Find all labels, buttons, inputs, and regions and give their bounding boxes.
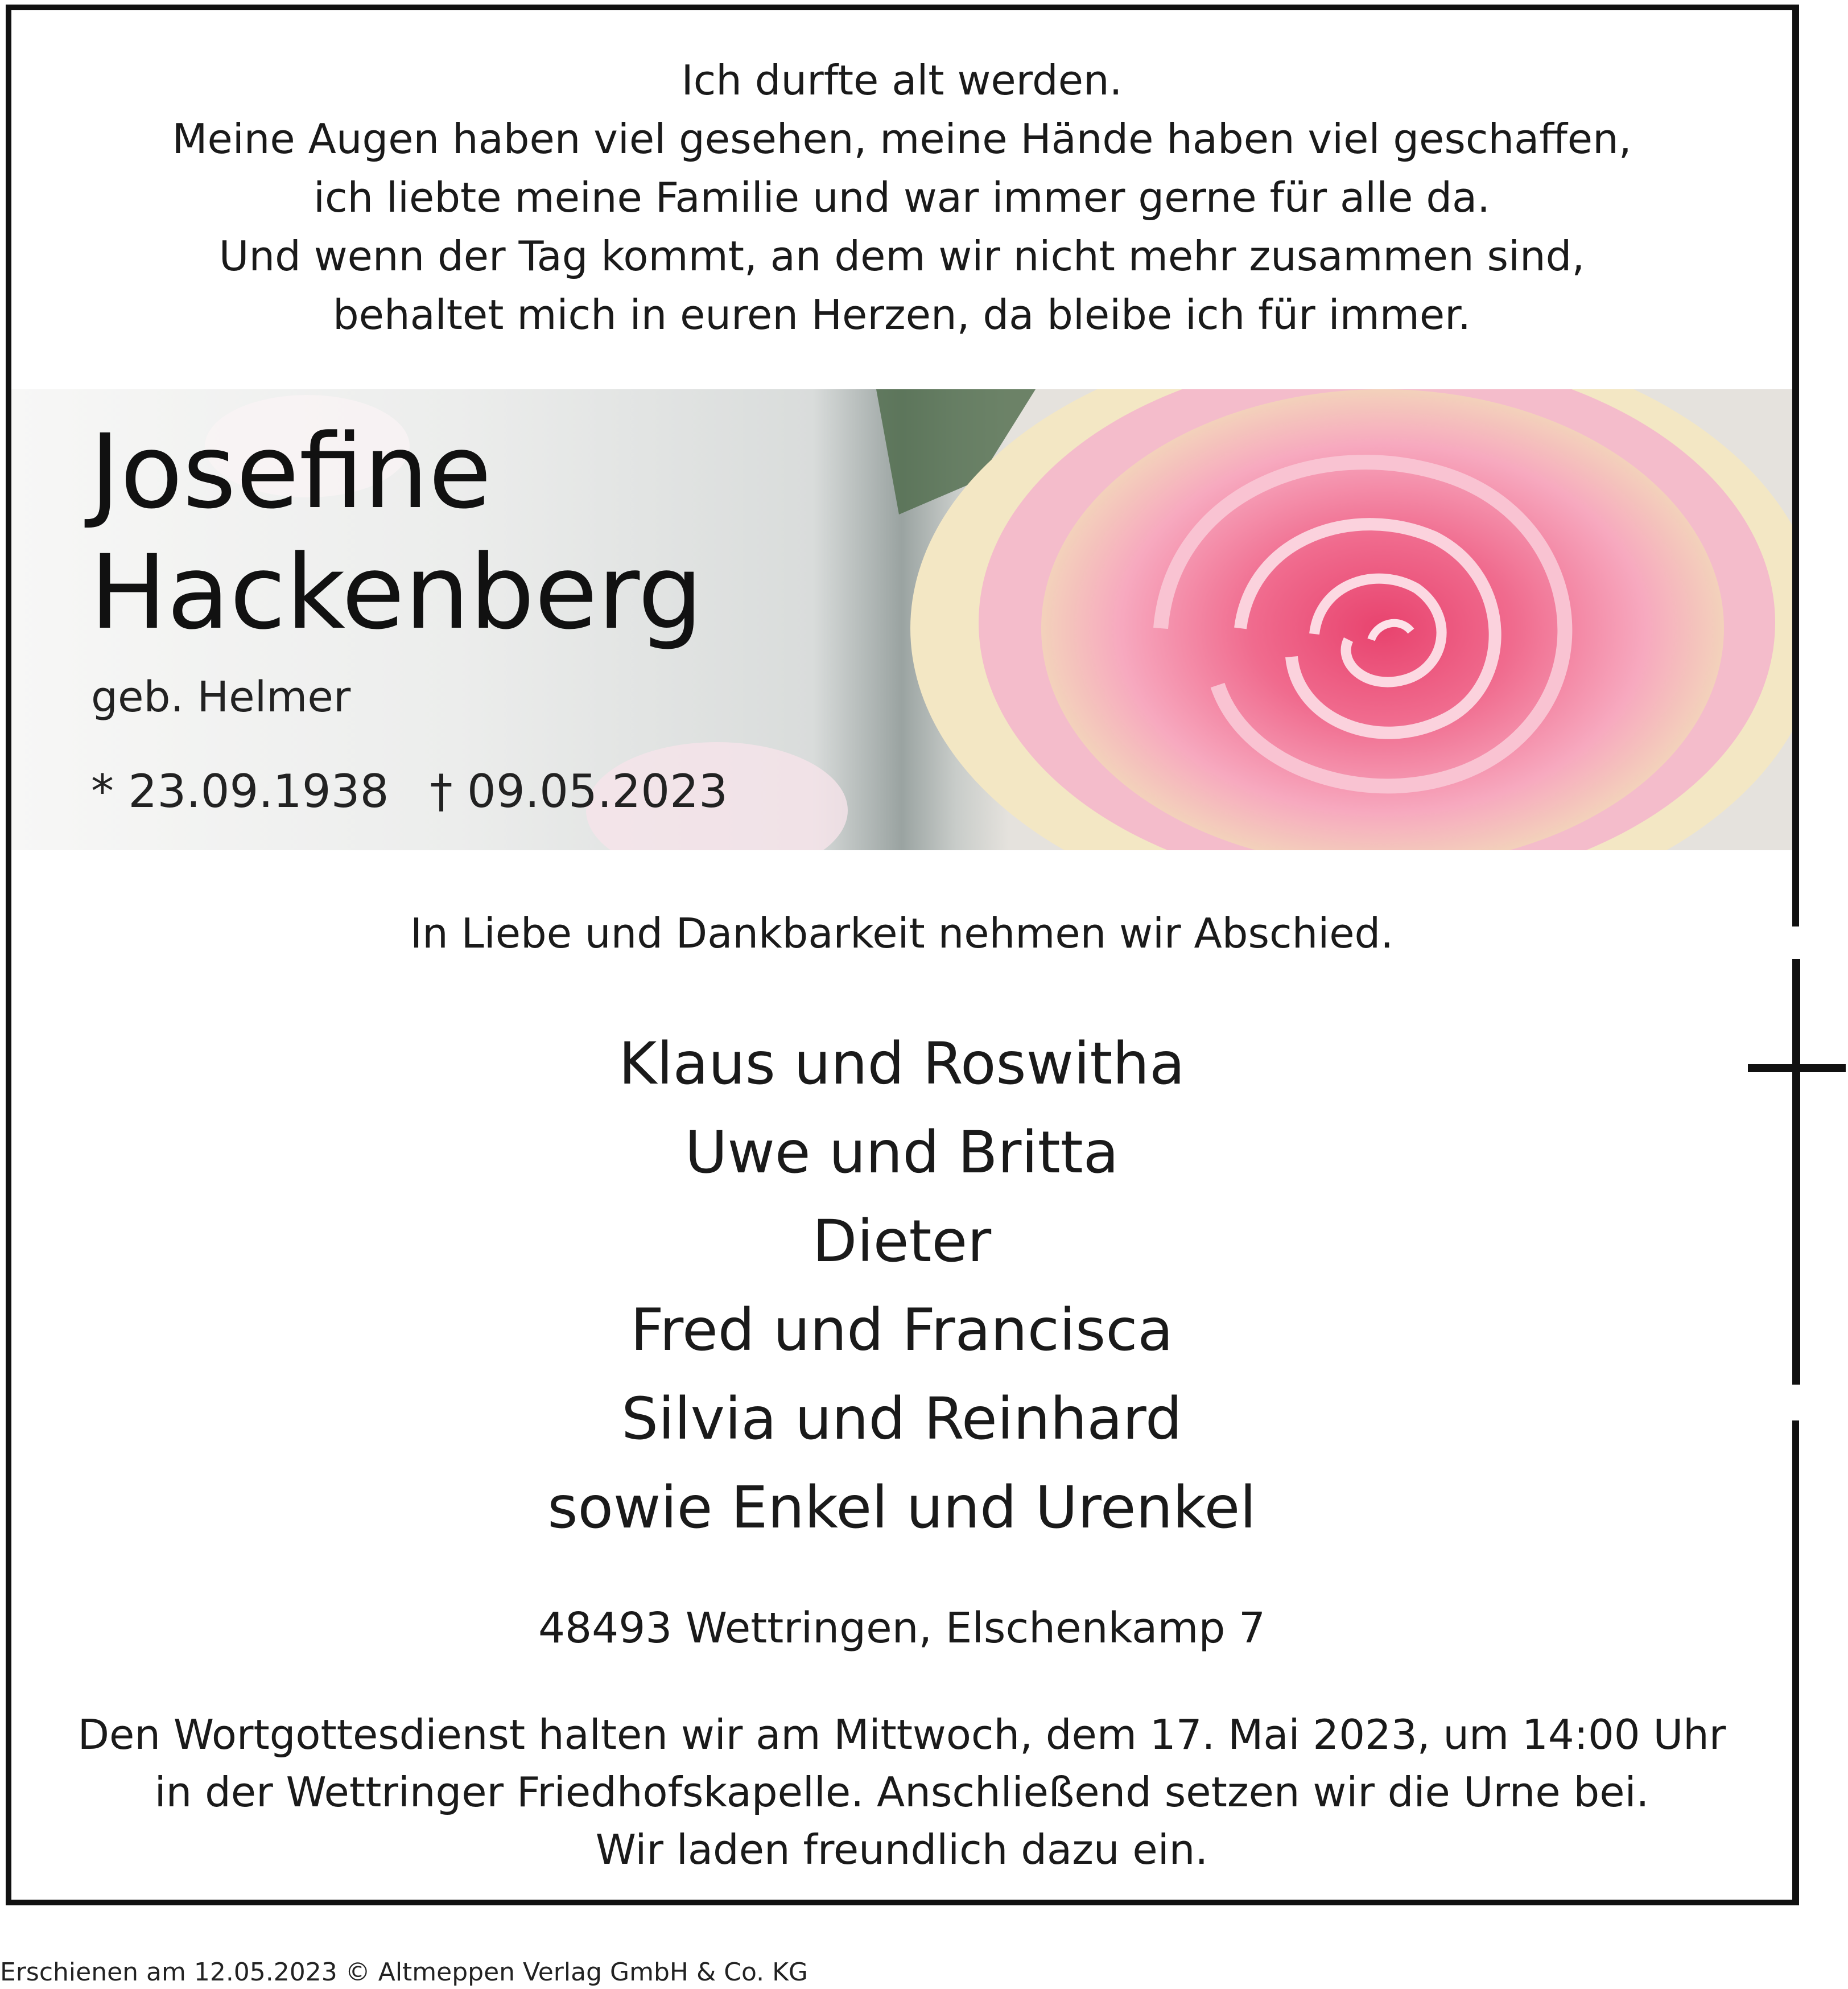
poem-line: behaltet mich in euren Herzen, da bleibe ich für immer. (332, 291, 1471, 339)
frame-right-lower (1792, 1420, 1799, 1905)
poem-line: Und wenn der Tag kommt, an dem wir nicht mehr zusammen sind, (218, 232, 1585, 280)
family-member: sowie Enkel und Urenkel (547, 1474, 1256, 1542)
family-member: Uwe und Britta (684, 1119, 1119, 1187)
service-info (11, 1706, 1792, 1879)
life-dates (91, 765, 769, 818)
family-member: Dieter (812, 1208, 992, 1275)
address: 48493 Wettringen, Elschenkamp 7 (538, 1604, 1266, 1653)
poem-line: ich liebte meine Familie und war immer gerne für alle da. (313, 174, 1491, 221)
service-line: in der Wettringer Friedhofskapelle. Anschließend setzen wir die Urne bei. (154, 1768, 1649, 1816)
poem (11, 51, 1792, 344)
farewell-line: In Liebe und Dankbarkeit nehmen wir Abschied. (410, 909, 1394, 957)
poem-line: Ich durfte alt werden. (681, 56, 1123, 104)
family-member: Fred und Francisca (630, 1296, 1173, 1364)
family-member: Silvia und Reinhard (621, 1385, 1182, 1453)
deceased-first-name: Josefine (90, 413, 492, 532)
service-line: Den Wortgottesdienst halten wir am Mittwoch, dem 17. Mai 2023, um 14:00 Uhr (77, 1711, 1726, 1759)
maiden-name: geb. Helmer (91, 673, 351, 722)
service-line: Wir laden freundlich dazu ein. (595, 1826, 1208, 1873)
family-list (11, 1020, 1792, 1553)
poem-line: Meine Augen haben viel gesehen, meine Hände haben viel geschaffen, (172, 115, 1632, 163)
death-date: † 09.05.2023 (430, 765, 728, 818)
rose-banner (11, 389, 1792, 850)
family-member: Klaus und Roswitha (618, 1030, 1185, 1098)
frame-right-upper (1792, 5, 1799, 926)
deceased-last-name: Hackenberg (90, 533, 703, 652)
cross-icon (1792, 959, 1800, 1385)
birth-date: * 23.09.1938 (91, 765, 389, 818)
publication-footer: Erschienen am 12.05.2023 © Altmeppen Verlag GmbH & Co. KG (0, 1958, 808, 1987)
